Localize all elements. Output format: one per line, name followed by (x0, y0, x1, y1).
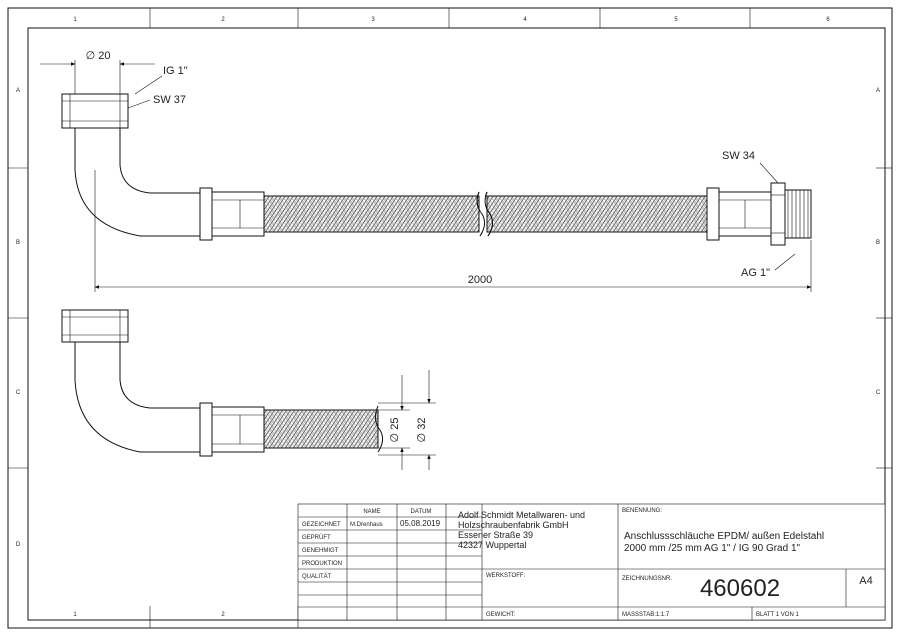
zone-col-bottom-2: 2 (221, 612, 225, 618)
zone-row-b-right: B (875, 240, 881, 246)
zone-row-d-left: D (15, 542, 21, 548)
sheet-label: BLATT 1 VON 1 (756, 612, 799, 618)
paper-format: A4 (859, 575, 873, 587)
tb-row-date: 05.08.2019 (400, 519, 441, 528)
dim-ag-1: AG 1" (741, 267, 770, 279)
zone-col-bottom-1: 1 (73, 612, 77, 618)
company-line-4: 42327 Wuppertal (458, 540, 527, 550)
zone-row-c-left: C (15, 390, 21, 396)
zone-col-4: 4 (523, 17, 527, 23)
tb-row-label: PRODUKTION (302, 561, 343, 567)
dim-length-2000: 2000 (467, 274, 493, 286)
dim-diameter-32: ∅ 32 (416, 417, 428, 443)
zone-row-a-right: A (875, 88, 881, 94)
dim-diameter-25: ∅ 25 (389, 417, 401, 443)
benennung-line-2: 2000 mm /25 mm AG 1" / IG 90 Grad 1" (624, 543, 801, 554)
tb-row-label: GEPRÜFT (302, 535, 331, 541)
scale-label: MASSSTAB:1:1.7 (622, 612, 670, 618)
zone-row-b-left: B (15, 240, 21, 246)
zone-row-c-right: C (875, 390, 881, 396)
company-line-3: Essener Straße 39 (458, 530, 534, 540)
drawing-number: 460602 (699, 575, 781, 602)
zeichnungsnr-label: ZEICHNUNGSNR. (622, 576, 673, 582)
dim-sw-34: SW 34 (722, 150, 756, 162)
zone-col-3: 3 (371, 17, 375, 23)
benennung-line-1: Anschlussschläuche EPDM/ außen Edelstahl (624, 531, 825, 542)
benennung-label: BENENNUNG: (622, 508, 663, 514)
company-line-2: Holzschraubenfabrik GmbH (458, 520, 569, 530)
dim-sw-37: SW 37 (153, 94, 187, 106)
zone-row-a-left: A (15, 88, 21, 94)
zone-col-6: 6 (826, 17, 830, 23)
dim-diameter-20: ∅ 20 (85, 50, 111, 62)
tb-row-name: M.Drenhaus (350, 522, 383, 528)
zone-col-2: 2 (221, 17, 225, 23)
company-line-1: Adolf Schmidt Metallwaren- und (458, 510, 586, 520)
tb-row-label: QUALITÄT (302, 574, 332, 580)
tb-row-label: GEZEICHNET (302, 522, 341, 528)
tb-col-date: DATUM (410, 509, 432, 515)
zone-col-1: 1 (73, 17, 77, 23)
title-block-grid (298, 504, 885, 620)
gewicht-label: GEWICHT: (486, 612, 516, 618)
werkstoff-label: WERKSTOFF: (486, 573, 526, 579)
tb-col-name: NAME (363, 509, 381, 515)
hose-top-view (62, 94, 811, 245)
zone-col-5: 5 (674, 17, 678, 23)
hose-detail-view (62, 310, 383, 456)
dim-ig-1-top: IG 1" (163, 65, 188, 77)
tb-row-label: GENEHMIGT (302, 548, 339, 554)
